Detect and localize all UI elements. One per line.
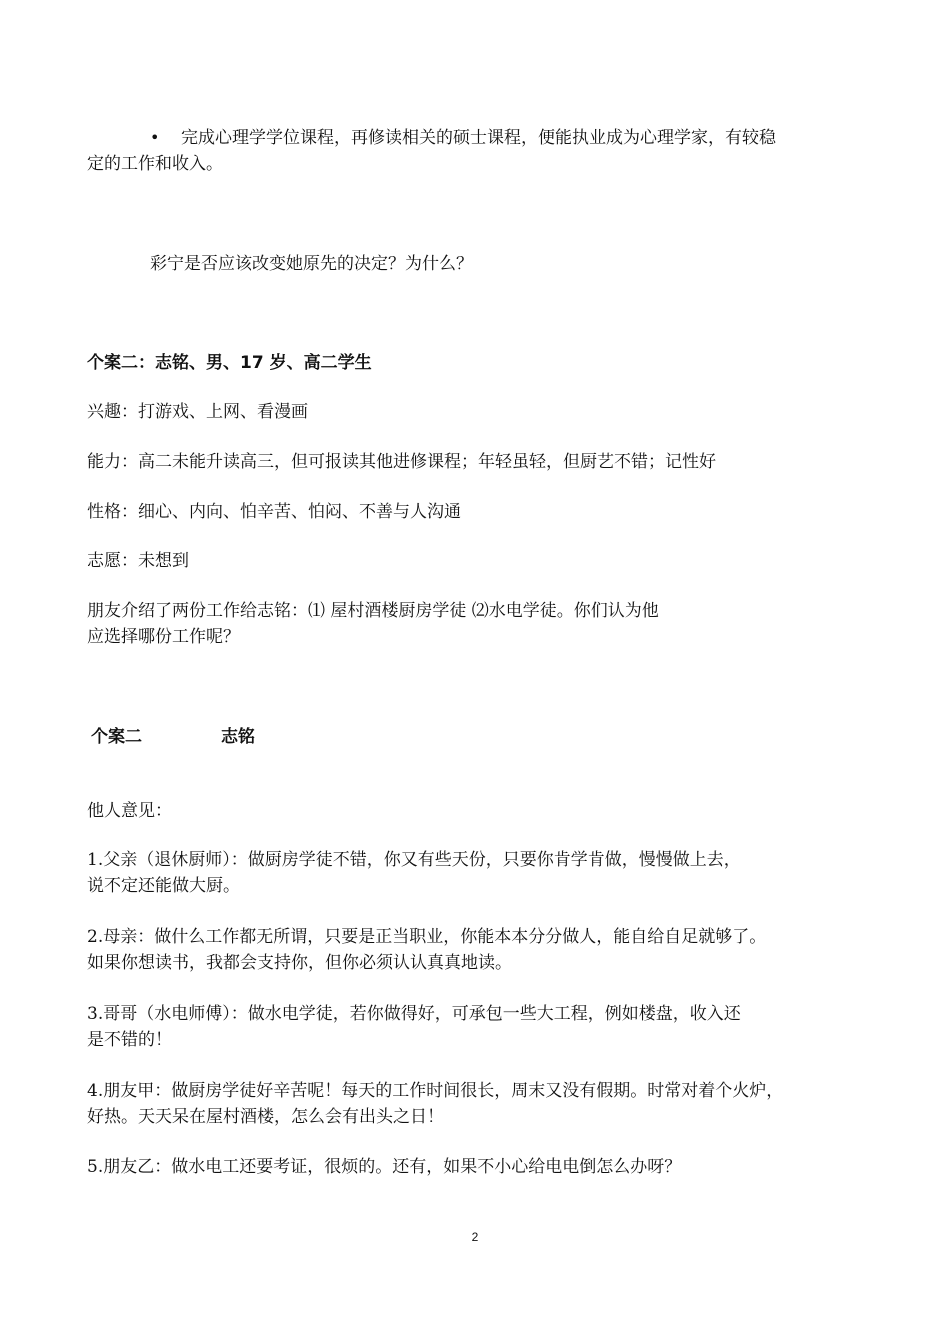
opinion-father-line-2: 说不定还能做大厨。	[87, 876, 240, 896]
page-number: 2	[471, 1230, 479, 1244]
opinion-mother-line-1: 2.母亲：做什么工作都无所谓，只要是正当职业，你能本本分分做人，能自给自足就够了。	[87, 927, 767, 947]
case2-heading: 个案二：志铭、男、17 岁、高二学生	[87, 353, 372, 373]
bullet-icon: •	[150, 128, 160, 147]
case2-question-line-1: 朋友介绍了两份工作给志铭：⑴ 屋村酒楼厨房学徒 ⑵水电学徒。你们认为他	[87, 601, 659, 621]
bullet-text-line-1: 完成心理学学位课程，再修读相关的硕士课程，便能执业成为心理学家，有较稳	[181, 128, 776, 148]
opinion-mother-line-2: 如果你想读书，我都会支持你，但你必须认认真真地读。	[87, 953, 512, 973]
bullet-text-line-2: 定的工作和收入。	[87, 154, 223, 174]
opinion-father-line-1: 1.父亲（退休厨师）：做厨房学徒不错，你又有些天份，只要你肯学肯做，慢慢做上去，	[87, 850, 741, 870]
section-label-left: 个案二	[91, 727, 142, 747]
opinion-friend-a-line-1: 4.朋友甲：做厨房学徒好辛苦呢！每天的工作时间很长，周末又没有假期。时常对着个火炉，	[87, 1081, 784, 1101]
opinion-friend-a-line-2: 好热。天天呆在屋村酒楼，怎么会有出头之日！	[87, 1107, 444, 1127]
case2-interests: 兴趣：打游戏、上网、看漫画	[87, 402, 308, 422]
case2-question-line-2: 应选择哪份工作呢？	[87, 627, 240, 647]
opinion-friend-b-line-1: 5.朋友乙：做水电工还要考证，很烦的。还有，如果不小心给电电倒怎么办呀？	[87, 1157, 682, 1177]
section-label-right: 志铭	[221, 727, 255, 747]
opinion-brother-line-2: 是不错的！	[87, 1030, 172, 1050]
case2-abilities: 能力：高二未能升读高三，但可报读其他进修课程；年轻虽轻，但厨艺不错；记性好	[87, 452, 716, 472]
case2-personality: 性格：细心、内向、怕辛苦、怕闷、不善与人沟通	[87, 502, 461, 522]
opinion-brother-line-1: 3.哥哥（水电师傅）：做水电学徒，若你做得好，可承包一些大工程，例如楼盘，收入还	[87, 1004, 741, 1024]
case2-aspiration: 志愿：未想到	[87, 551, 189, 571]
opinions-title: 他人意见：	[87, 801, 172, 821]
question-caining: 彩宁是否应该改变她原先的决定？为什么？	[150, 254, 473, 274]
